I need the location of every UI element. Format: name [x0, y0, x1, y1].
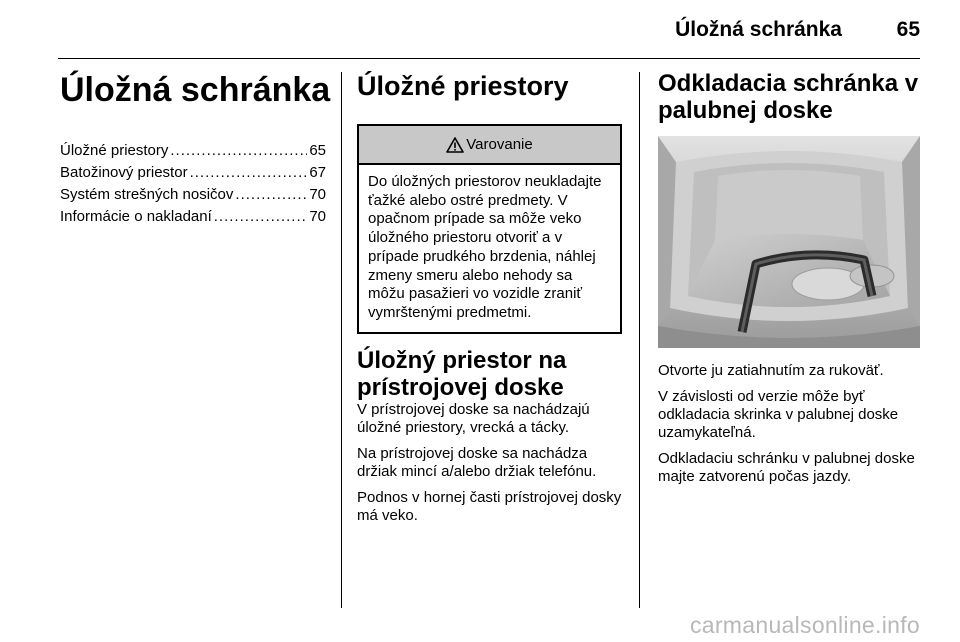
table-of-contents: [60, 140, 326, 228]
storage-column: [357, 70, 622, 525]
chapter-title: Úložná schránka: [60, 71, 331, 109]
header-rule: [58, 58, 920, 59]
toc-item[interactable]: [60, 206, 326, 228]
subsection-title: Úložný priestor na prístrojovej doske: [357, 346, 567, 401]
warning-text: Do úložných priestorov neukladajte ťažké alebo ostré predmety. V opačnom prípade sa môže veko úložného priestoru otvoriť a v prípade prudkého brzdenia, náhlej zmeny smeru alebo nehody sa môžu pasažieri vo vozidle zraniť vymrštenými predmetmi.: [368, 173, 602, 321]
toc-item[interactable]: [60, 184, 326, 206]
column-divider-left: [341, 72, 342, 608]
warning-header: [359, 126, 620, 165]
section-title: Úložné priestory: [357, 71, 569, 101]
toc-item-label: Batožinový priestor: [60, 164, 188, 181]
toc-item[interactable]: [60, 140, 326, 162]
toc-item-page: 67: [309, 164, 326, 181]
watermark: carmanualsonline.info: [689, 612, 920, 638]
toc-item-label: Systém strešných nosičov: [60, 186, 234, 203]
warning-box: [357, 124, 622, 334]
toc-item-label: Úložné priestory: [60, 142, 169, 159]
paragraph: Odkladaciu schránku v palubnej doske majte zatvorenú počas jazdy.: [658, 450, 915, 485]
toc-item[interactable]: [60, 162, 326, 184]
toc-item-page: 70: [309, 208, 326, 225]
toc-leader-dots: [170, 140, 307, 162]
paragraph: V prístrojovej doske sa nachádzajú úložné priestory, vrecká a tácky.: [357, 400, 590, 436]
paragraph: Na prístrojovej doske sa nachádza držiak mincí a/alebo držiak telefónu.: [357, 444, 597, 480]
toc-leader-dots: [214, 206, 308, 228]
column-divider-right: [639, 72, 640, 608]
paragraph: Podnos v hornej časti prístrojovej dosky má veko.: [357, 488, 622, 524]
page-number: 65: [896, 18, 920, 41]
glovebox-photo: [658, 136, 920, 348]
toc-leader-dots: [235, 184, 307, 206]
paragraph: V závislosti od verzie môže byť odkladacia skrinka v palubnej doske uzamykateľná.: [658, 388, 899, 441]
chapter-column: [60, 70, 331, 228]
section-title: Odkladacia schránka v palubnej doske: [658, 70, 919, 124]
toc-leader-dots: [190, 162, 308, 184]
warning-heading: Varovanie: [466, 136, 533, 153]
warning-triangle-icon: [446, 137, 464, 153]
running-header-title: Úložná schránka: [675, 18, 842, 41]
paragraph: Otvorte ju zatiahnutím za rukoväť.: [658, 362, 884, 379]
toc-item-page: 70: [309, 186, 326, 203]
toc-item-label: Informácie o nakladaní: [60, 208, 212, 225]
glovebox-column: [658, 70, 920, 486]
toc-item-page: 65: [309, 142, 326, 159]
